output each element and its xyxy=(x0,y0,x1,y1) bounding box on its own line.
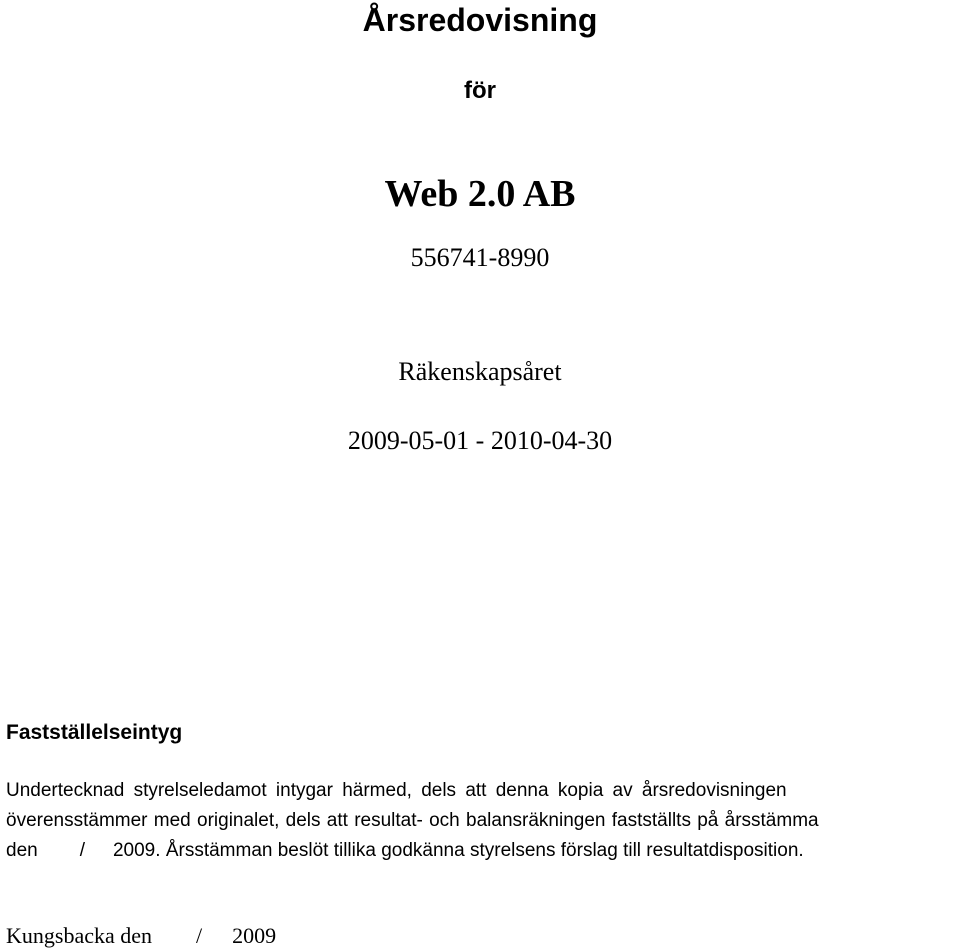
meeting-date-slash: / xyxy=(79,840,85,861)
meeting-date-prefix: den xyxy=(6,840,38,861)
for-label: för xyxy=(464,77,496,104)
fiscal-year-period: 2009-05-01 - 2010-04-30 xyxy=(347,426,613,455)
organization-number: 556741-8990 xyxy=(410,243,550,272)
certificate-text-line-1: Undertecknad styrelseledamot intygar härmed, dels att denna kopia av årsredovisningen xyxy=(6,780,787,801)
signature-date-year: 2009 xyxy=(232,923,277,948)
meeting-date-year: 2009 xyxy=(112,840,156,861)
signature-place-date xyxy=(6,921,276,951)
signature-place: Kungsbacka den xyxy=(6,923,153,948)
certificate-text-line-3 xyxy=(6,838,804,864)
certificate-heading: Fastställelseintyg xyxy=(6,721,183,744)
meeting-resolution-text: . Årsstämman beslöt tillika godkänna styrelsens förslag till resultatdisposition. xyxy=(155,840,804,861)
signature-date-slash: / xyxy=(196,923,203,948)
document-title: Årsredovisning xyxy=(362,2,598,38)
certificate-text-line-2: överensstämmer med originalet, dels att resultat- och balansräkningen fastställts på årsstämma xyxy=(6,810,819,831)
company-name: Web 2.0 AB xyxy=(384,173,576,215)
fiscal-year-label: Räkenskapsåret xyxy=(398,357,562,386)
